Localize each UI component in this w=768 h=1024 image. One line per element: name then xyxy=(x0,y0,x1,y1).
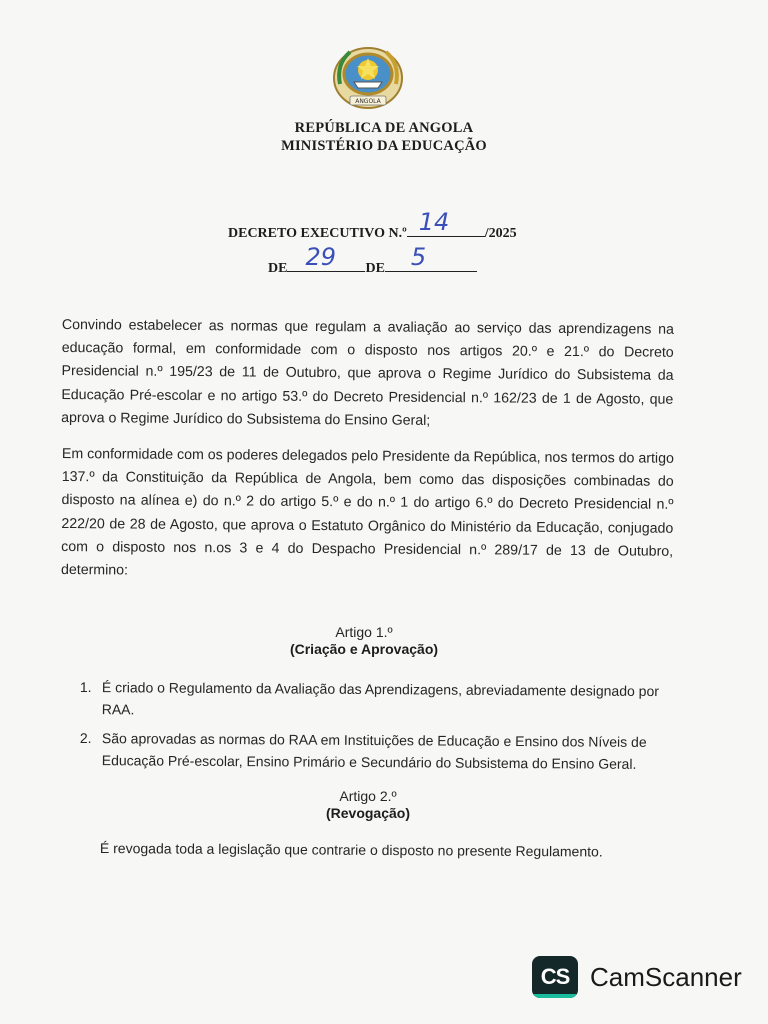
decree-label: DECRETO EXECUTIVO N.º xyxy=(228,226,407,241)
list-item-number: 2. xyxy=(79,729,92,747)
decree-date-line xyxy=(268,243,477,277)
camscanner-watermark xyxy=(532,956,742,998)
decree-number-handwritten: 14 xyxy=(418,208,450,236)
article-2-text: É revogada toda a legislação que contrarie o disposto no presente Regulamento. xyxy=(99,840,603,860)
article-1-title: Artigo 1.º xyxy=(335,624,393,640)
decree-year: /2025 xyxy=(484,226,517,241)
day-handwritten: 29 xyxy=(305,243,336,271)
month-blank xyxy=(385,243,477,272)
list-item-text: São aprovadas as normas do RAA em Instituições de Educação e Ensino dos Níveis de Educação Pré-escolar, Ensino Primário e Secundário do Subsistema do Ensino Geral. xyxy=(101,730,647,772)
angola-coat-of-arms-icon xyxy=(330,44,406,112)
list-item xyxy=(80,727,680,775)
decree-number-line xyxy=(228,208,517,242)
date-de-label-2: DE xyxy=(365,261,385,276)
day-blank xyxy=(287,243,365,272)
decree-number-blank xyxy=(407,208,485,237)
date-de-label-1: DE xyxy=(268,261,288,276)
article-2-subtitle: (Revogação) xyxy=(325,805,411,821)
logo-accent-stripe xyxy=(532,994,578,998)
list-item-text: É criado o Regulamento da Avaliação das Aprendizagens, abreviadamente designado por RAA. xyxy=(101,679,659,718)
country-name: REPÚBLICA DE ANGOLA xyxy=(294,120,474,136)
list-item-number: 1. xyxy=(79,678,92,696)
list-item xyxy=(80,676,680,724)
emblem-label: ANGOLA xyxy=(355,98,381,105)
preamble-paragraph-1: Convindo estabelecer as normas que regulam a avaliação ao serviço das aprendizagens na educação formal, em conformidade com o disposto nos artigos 20.º e 21.º do Decreto Presidencial n.º 195/23 de 11 de Outubro, que aprova o Regime Jurídico do Subsistema da Educação Pré-escolar e no artigo 53.º do Decreto Presidencial n.º 162/23 de 1 de Agosto, que aprova o Regime Jurídico do Subsistema do Ensino Geral; xyxy=(61,316,674,429)
camscanner-name: CamScanner xyxy=(590,961,742,992)
camscanner-logo-text: CS xyxy=(540,964,570,989)
preamble-paragraph-2: Em conformidade com os poderes delegados pelo Presidente da República, nos termos do artigo 137.º da Constituição da República de Angola, bem como das disposições combinadas do disposto na alínea e) do n.º 2 do artigo 5.º e do n.º 1 do artigo 6.º do Decreto Presidencial n.º 222/20 de 28 de Agosto, que aprova o Estatuto Orgânico do Ministério da Educação, conjugado com o disposto nos n.os 3 e 4 do Despacho Presidencial n.º 289/17 de 13 de Outubro, determino: xyxy=(60,445,674,579)
camscanner-logo-icon xyxy=(532,956,578,998)
ministry-name: MINISTÉRIO DA EDUCAÇÃO xyxy=(281,138,487,154)
month-handwritten: 5 xyxy=(410,243,427,271)
article-1-subtitle: (Criação e Aprovação) xyxy=(289,641,439,657)
article-2-title: Artigo 2.º xyxy=(339,788,397,804)
